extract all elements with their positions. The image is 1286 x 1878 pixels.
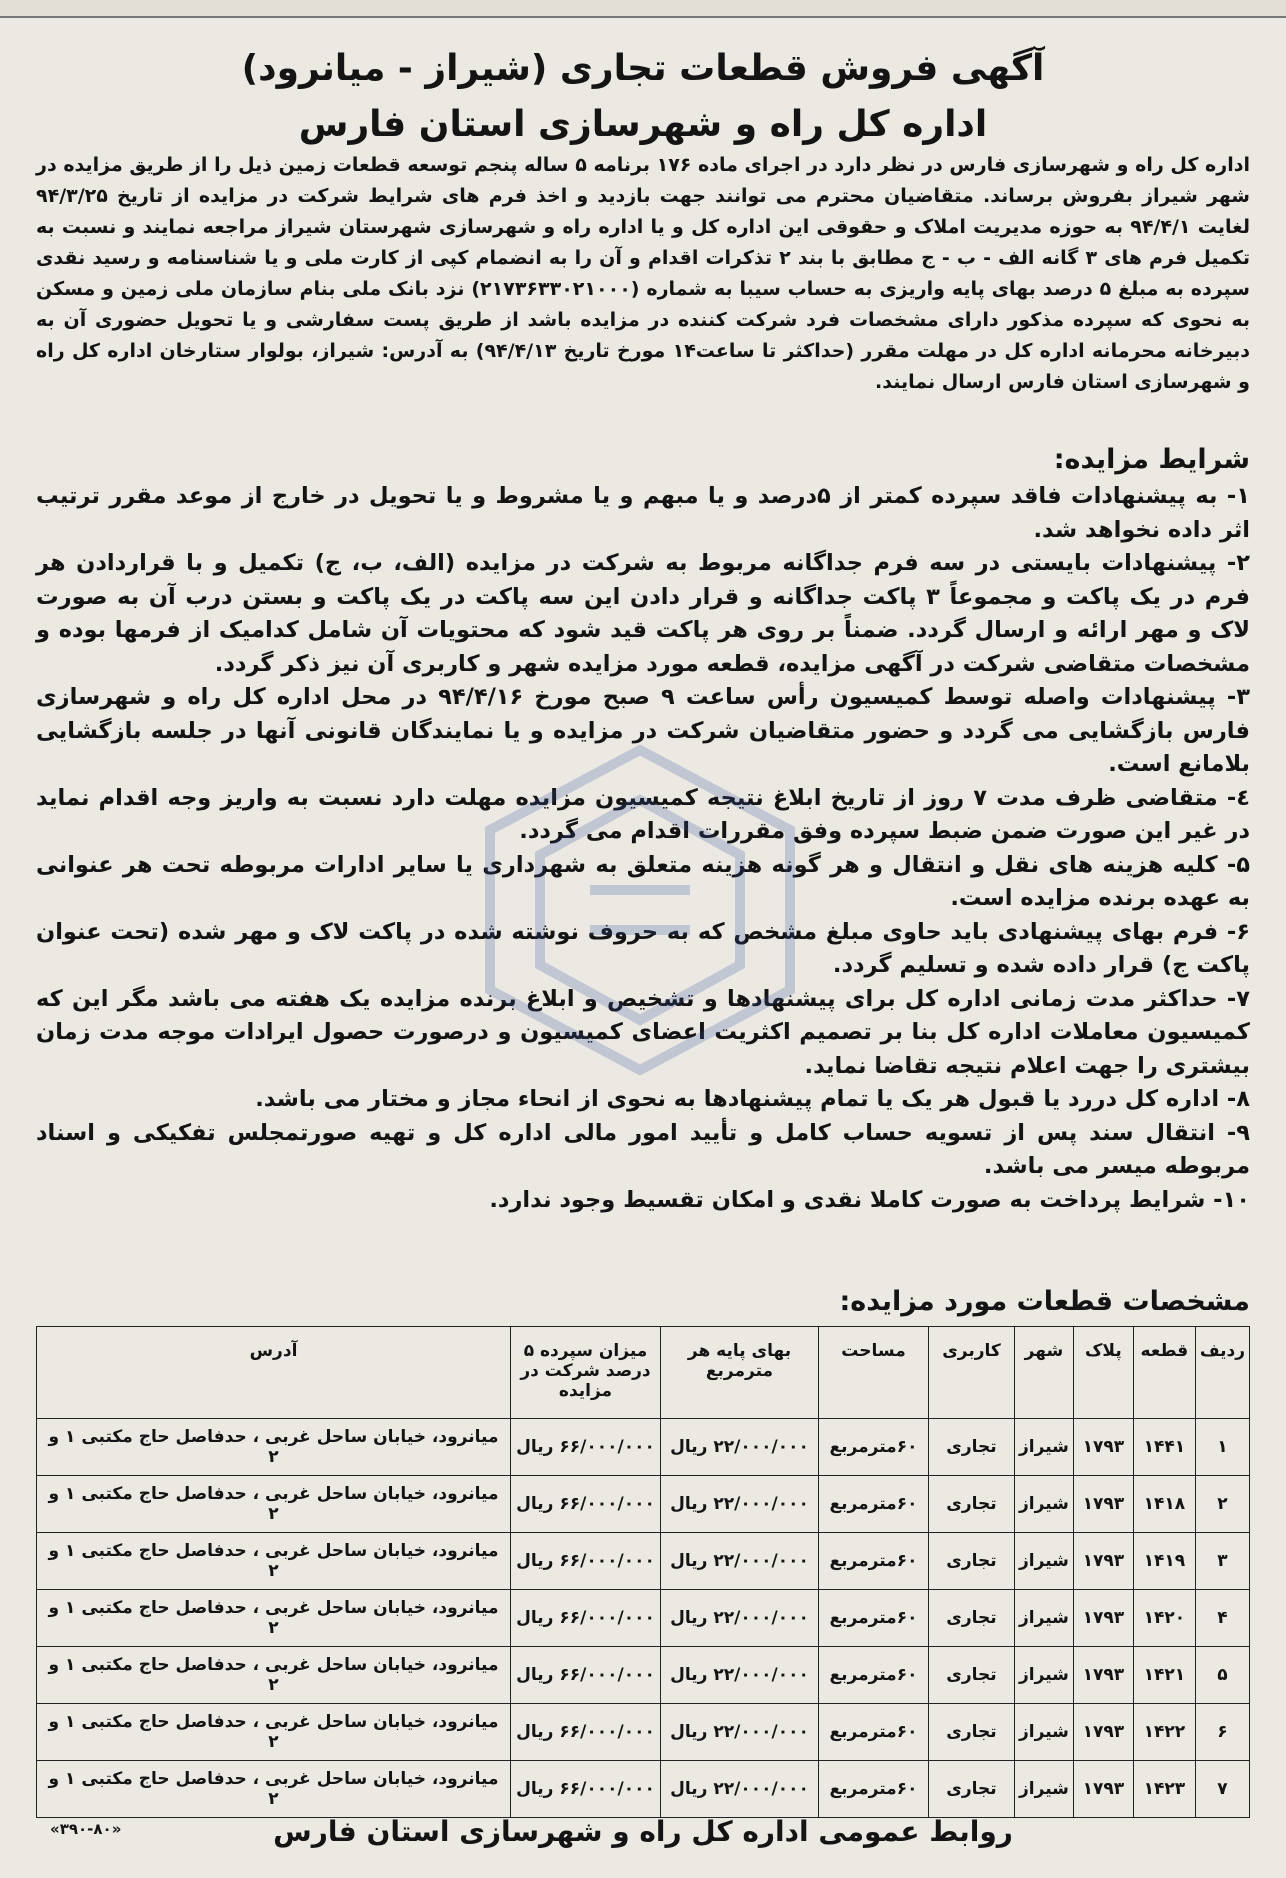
cell-area: ۶۰مترمربع [819,1419,929,1476]
cell-base-price: ۲۲/۰۰۰/۰۰۰ ریال [661,1476,819,1533]
cell-deposit: ۶۶/۰۰۰/۰۰۰ ریال [511,1419,661,1476]
cell-address: میانرود، خیابان ساحل غربی ، حدفاصل حاج مکتبی ۱ و ۲ [37,1761,511,1818]
cell-parcel: ۱۴۴۱ [1133,1419,1195,1476]
cell-row-number: ۳ [1195,1533,1249,1590]
condition-item: ۶- فرم بهای پیشنهادی باید حاوی مبلغ مشخص که به حروف نوشته شده در پاکت لاک و مهر شده (تحت عنوان پاکت ج) قرار داده شده و تسلیم گردد. [36,918,1250,978]
cell-usage: تجاری [929,1476,1015,1533]
conditions-list [36,480,1250,1217]
cell-address: میانرود، خیابان ساحل غربی ، حدفاصل حاج مکتبی ۱ و ۲ [37,1419,511,1476]
cell-parcel: ۱۴۲۲ [1133,1704,1195,1761]
cell-base-price: ۲۲/۰۰۰/۰۰۰ ریال [661,1704,819,1761]
cell-city: شیراز [1015,1761,1074,1818]
cell-row-number: ۵ [1195,1647,1249,1704]
cell-plate: ۱۷۹۳ [1073,1533,1133,1590]
cell-base-price: ۲۲/۰۰۰/۰۰۰ ریال [661,1590,819,1647]
condition-item: ۷- حداکثر مدت زمانی اداره کل برای پیشنهادها و تشخیص و ابلاغ برنده مزایده یک هفته می باشد مگر این که کمیسیون معاملات اداره کل بنا بر تصمیم اکثریت اعضای کمیسیون و درصورت حصول ایرادات موجه مدت زمان بیشتری را جهت اعلام نتیجه تقاضا نماید. [36,985,1250,1079]
header-row-number: ردیف [1195,1327,1249,1419]
cell-address: میانرود، خیابان ساحل غربی ، حدفاصل حاج مکتبی ۱ و ۲ [37,1704,511,1761]
cell-usage: تجاری [929,1590,1015,1647]
cell-deposit: ۶۶/۰۰۰/۰۰۰ ریال [511,1476,661,1533]
cell-base-price: ۲۲/۰۰۰/۰۰۰ ریال [661,1533,819,1590]
condition-item: ۸- اداره کل دررد یا قبول هر یک یا تمام پیشنهادها به نحوی از انحاء مجاز و مختار می باشد. [255,1086,1250,1112]
cell-plate: ۱۷۹۳ [1073,1476,1133,1533]
cell-address: میانرود، خیابان ساحل غربی ، حدفاصل حاج مکتبی ۱ و ۲ [37,1590,511,1647]
cell-deposit: ۶۶/۰۰۰/۰۰۰ ریال [511,1761,661,1818]
cell-plate: ۱۷۹۳ [1073,1647,1133,1704]
cell-city: شیراز [1015,1704,1074,1761]
condition-item: ۵- کلیه هزینه های نقل و انتقال و هر گونه هزینه متعلق به شهرداری یا سایر ادارات مربوطه تحت هر عنوانی به عهده برنده مزایده است. [36,851,1250,911]
cell-deposit: ۶۶/۰۰۰/۰۰۰ ریال [511,1647,661,1704]
cell-city: شیراز [1015,1590,1074,1647]
cell-base-price: ۲۲/۰۰۰/۰۰۰ ریال [661,1419,819,1476]
header-parcel: قطعه [1133,1327,1195,1419]
cell-base-price: ۲۲/۰۰۰/۰۰۰ ریال [661,1761,819,1818]
condition-item: ۱۰- شرایط پرداخت به صورت کاملا نقدی و امکان تقسیط وجود ندارد. [489,1186,1250,1213]
cell-plate: ۱۷۹۳ [1073,1704,1133,1761]
table-row [37,1704,1250,1761]
cell-plate: ۱۷۹۳ [1073,1419,1133,1476]
footer-public-relations: روابط عمومی اداره کل راه و شهرسازی استان فارس [273,1815,1013,1848]
notice-title: آگهی فروش قطعات تجاری (شیراز - میانرود) [241,48,1045,89]
header-deposit: میزان سپرده ۵ درصد شرکت در مزایده [511,1327,661,1419]
footer-code: «۳۹۰-۸۰» [50,1820,122,1838]
cell-area: ۶۰مترمربع [819,1704,929,1761]
cell-address: میانرود، خیابان ساحل غربی ، حدفاصل حاج مکتبی ۱ و ۲ [37,1476,511,1533]
header-area: مساحت [819,1327,929,1419]
cell-base-price: ۲۲/۰۰۰/۰۰۰ ریال [661,1647,819,1704]
cell-row-number: ۶ [1195,1704,1249,1761]
cell-city: شیراز [1015,1419,1074,1476]
cell-parcel: ۱۴۲۱ [1133,1647,1195,1704]
table-row [37,1590,1250,1647]
header-plate: پلاک [1073,1327,1133,1419]
table-row [37,1533,1250,1590]
conditions-heading: شرایط مزایده: [1053,444,1250,475]
cell-plate: ۱۷۹۳ [1073,1761,1133,1818]
cell-city: شیراز [1015,1533,1074,1590]
cell-row-number: ۷ [1195,1761,1249,1818]
table-row [37,1419,1250,1476]
notice-subtitle: اداره کل راه و شهرسازی استان فارس [298,104,988,145]
cell-area: ۶۰مترمربع [819,1761,929,1818]
cell-usage: تجاری [929,1704,1015,1761]
header-base-price: بهای پایه هر مترمربع [661,1327,819,1419]
cell-parcel: ۱۴۲۰ [1133,1590,1195,1647]
cell-city: شیراز [1015,1476,1074,1533]
condition-item: ۱- به پیشنهادات فاقد سپرده کمتر از ۵درصد و یا مبهم و یا مشروط و یا تحویل در خارج از موعد مقرر ترتیب اثر داده نخواهد شد. [36,483,1250,543]
cell-deposit: ۶۶/۰۰۰/۰۰۰ ریال [511,1590,661,1647]
cell-area: ۶۰مترمربع [819,1476,929,1533]
cell-row-number: ۱ [1195,1419,1249,1476]
condition-item: ۳- پیشنهادات واصله توسط کمیسیون رأس ساعت ۹ صبح مورخ ۹۴/۴/۱۶ در محل اداره کل راه و شهرسازی فارس بازگشایی می گردد و حضور متقاضیان شرکت در مزایده و یا نمایندگان قانونی آنها در جلسه بازگشایی بلامانع است. [36,684,1250,777]
header-address: آدرس [37,1327,511,1419]
cell-usage: تجاری [929,1761,1015,1818]
condition-item: ۹- انتقال سند پس از تسویه حساب کامل و تأیید امور مالی اداره کل و تهیه صورتمجلس تفکیکی و اسناد مربوطه میسر می باشد. [36,1119,1250,1179]
cell-city: شیراز [1015,1647,1074,1704]
cell-parcel: ۱۴۱۸ [1133,1476,1195,1533]
cell-address: میانرود، خیابان ساحل غربی ، حدفاصل حاج مکتبی ۱ و ۲ [37,1533,511,1590]
table-row [37,1647,1250,1704]
cell-row-number: ۴ [1195,1590,1249,1647]
cell-usage: تجاری [929,1533,1015,1590]
table-header-row [37,1327,1250,1419]
header-usage: کاربری [929,1327,1015,1419]
cell-usage: تجاری [929,1419,1015,1476]
cell-usage: تجاری [929,1647,1015,1704]
cell-parcel: ۱۴۲۳ [1133,1761,1195,1818]
cell-area: ۶۰مترمربع [819,1590,929,1647]
header-city: شهر [1015,1327,1074,1419]
lots-table [36,1326,1250,1818]
previous-column-strip [0,0,1286,18]
specs-heading: مشخصات قطعات مورد مزایده: [839,1286,1250,1317]
cell-area: ۶۰مترمربع [819,1647,929,1704]
cell-address: میانرود، خیابان ساحل غربی ، حدفاصل حاج مکتبی ۱ و ۲ [37,1647,511,1704]
cell-plate: ۱۷۹۳ [1073,1590,1133,1647]
condition-item: ٤- متقاضی ظرف مدت ۷ روز از تاریخ ابلاغ نتیجه کمیسیون مزایده مهلت دارد نسبت به واریز وجه اقدام نماید در غیر این صورت ضمن ضبط سپرده وفق مقررات اقدام می گردد. [36,784,1250,844]
cell-deposit: ۶۶/۰۰۰/۰۰۰ ریال [511,1533,661,1590]
cell-row-number: ۲ [1195,1476,1249,1533]
table-row [37,1476,1250,1533]
table-row [37,1761,1250,1818]
cell-area: ۶۰مترمربع [819,1533,929,1590]
notice-intro-paragraph: اداره کل راه و شهرسازی فارس در نظر دارد در اجرای ماده ۱۷۶ برنامه ۵ ساله پنجم توسعه قطعات زمین ذیل را از طریق مزایده در شهر شیراز بفروش برساند. متقاضیان محترم می توانند جهت بازدید و اخذ فرم های شرایط شرکت در مزایده از تاریخ ۹۴/۳/۲۵ لغایت ۹۴/۴/۱ به حوزه مدیریت املاک و حقوقی این اداره کل و یا اداره راه و شهرسازی شهرستان شیراز مراجعه نمایند و نسبت به تکمیل فرم های ۳ گانه الف - ب - ج مطابق با بند ۲ تذکرات اقدام و آن را به انضمام کپی از کارت ملی و یا شناسنامه و رسید نقدی سپرده به مبلغ ۵ درصد بهای پایه واریزی به حساب سیبا به شماره (۲۱۷۳۶۳۳۰۲۱۰۰۰) نزد بانک ملی بنام سازمان ملی زمین و مسکن به نحوی که سپرده مذکور دارای مشخصات فرد شرکت کننده در مزایده باشد از طریق پست سفارشی و یا تحویل حضوری آن به دبیرخانه محرمانه اداره کل در مهلت مقرر (حداکثر تا ساعت۱۴ مورخ تاریخ ۹۴/۴/۱۳) به آدرس: شیراز، بولوار ستارخان اداره کل راه و شهرسازی استان فارس ارسال نمایند. [36,154,1251,393]
cell-deposit: ۶۶/۰۰۰/۰۰۰ ریال [511,1704,661,1761]
cell-parcel: ۱۴۱۹ [1133,1533,1195,1590]
condition-item: ۲- پیشنهادات بایستی در سه فرم جداگانه مربوط به شرکت در مزایده (الف، ب، ج) تکمیل و با قراردادن هر فرم در یک پاکت و مجموعاً ۳ پاکت جداگانه و قرار دادن این سه پاکت در یک پاکت و بستن درب آن به صورت لاک و مهر ارائه و ارسال گردد. ضمناً بر روی هر پاکت قید شود که محتویات آن شامل کدامیک از فرمها بوده و مشخصات متقاضی شرکت در آگهی مزایده، قطعه مورد مزایده شهر و کاربری آن نیز ذکر گردد. [36,550,1250,677]
